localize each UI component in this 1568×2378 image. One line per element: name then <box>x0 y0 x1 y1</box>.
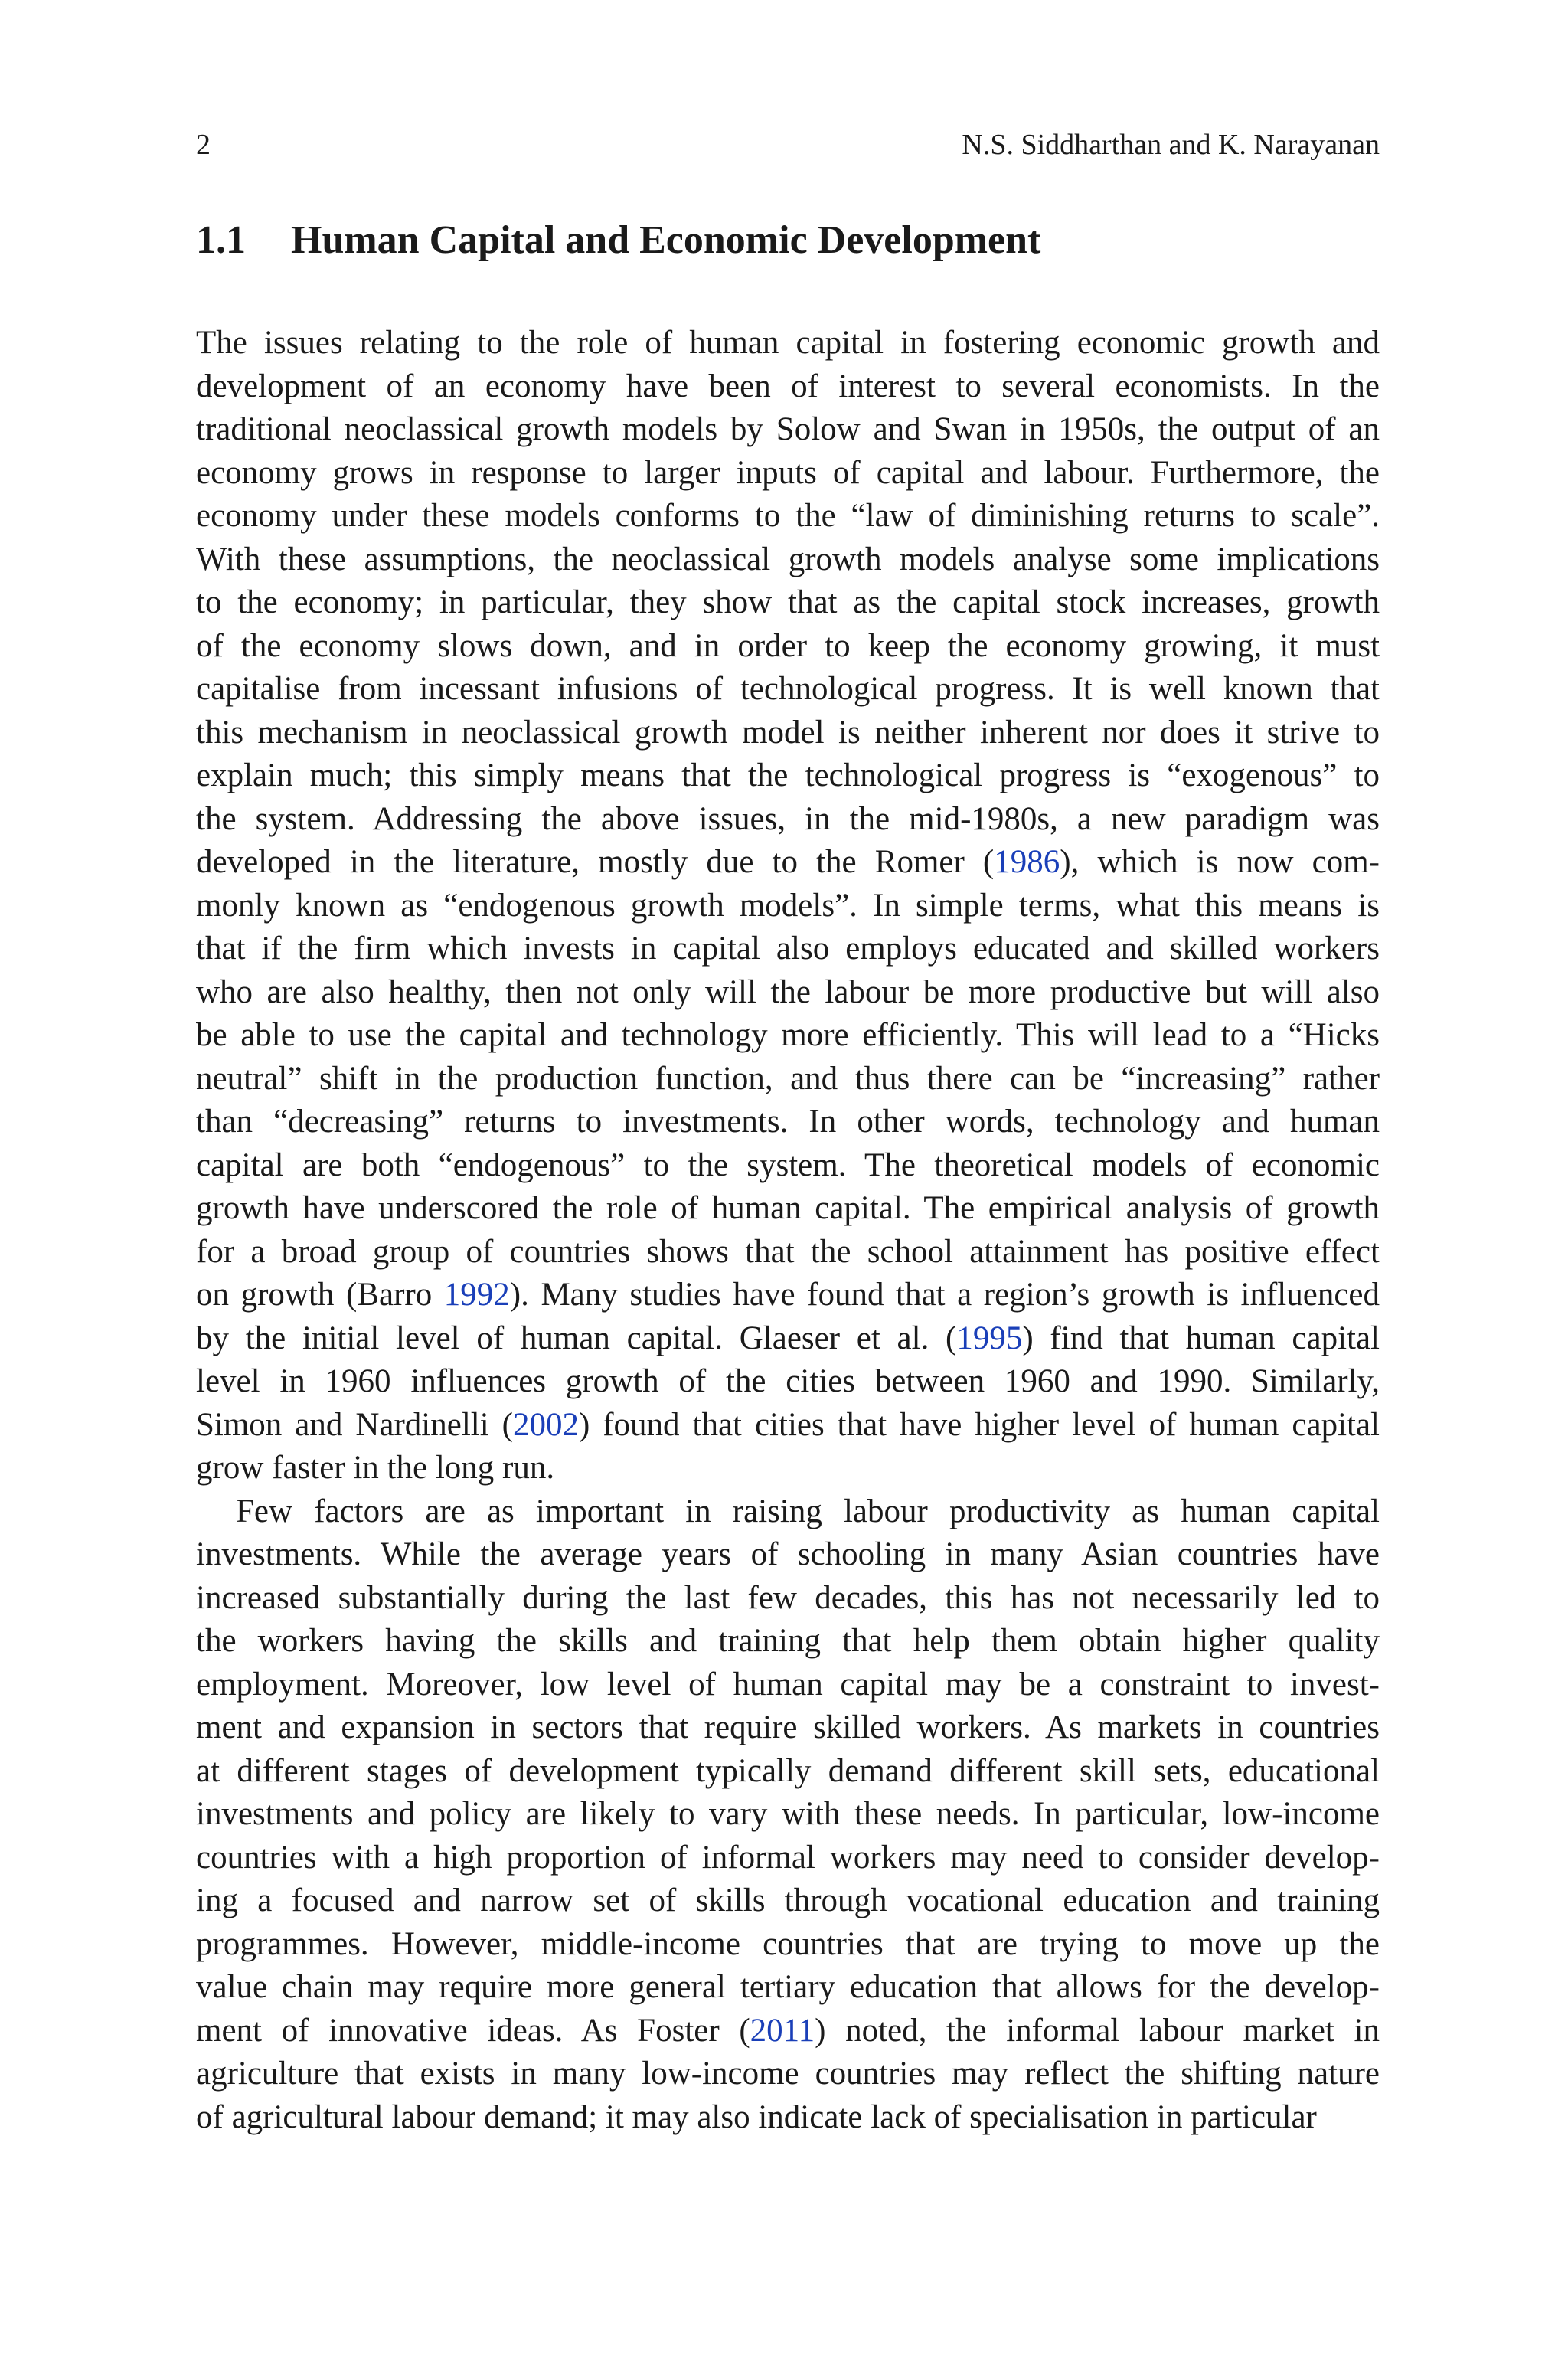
text-line: level in 1960 influences growth of the cities between 1960 and 1990. Similarly, <box>196 1363 1380 1399</box>
text-line: value chain may require more general tertiary education that allows for the develop- <box>196 1969 1380 2005</box>
text-line: the workers having the skills and training that help them obtain higher quality <box>196 1623 1380 1659</box>
text-line <box>196 1317 1380 1361</box>
text-line: that if the firm which invests in capital also employs educated and skilled workers <box>196 931 1380 967</box>
text-line: investments. While the average years of schooling in many Asian countries have <box>196 1536 1380 1572</box>
text-line: employment. Moreover, low level of human capital may be a constraint to invest- <box>196 1666 1380 1703</box>
citation-link[interactable]: 2011 <box>750 2012 815 2049</box>
text-segment: ) noted, the informal labour market in <box>815 2012 1380 2049</box>
text-segment: ) find that human capital <box>1022 1320 1380 1356</box>
text-line: the system. Addressing the above issues, in the mid-1980s, a new paradigm was <box>196 800 1380 837</box>
citation-link[interactable]: 1986 <box>994 844 1060 880</box>
section-number: 1.1 <box>196 218 246 262</box>
text-line <box>196 841 1380 885</box>
text-line: than “decreasing” returns to investments. In other words, technology and human <box>196 1104 1380 1140</box>
text-line: traditional neoclassical growth models by Solow and Swan in 1950s, the output of an <box>196 411 1380 447</box>
text-line: of agricultural labour demand; it may also indicate lack of specialisation in particular <box>196 2098 1317 2135</box>
text-line: neutral” shift in the production function, and thus there can be “increasing” rather <box>196 1060 1380 1097</box>
text-line: to the economy; in particular, they show that as the capital stock increases, growth <box>196 584 1380 620</box>
text-segment: ). Many studies have found that a region’s growth is influenced <box>509 1277 1380 1313</box>
text-line: Few factors are as important in raising labour productivity as human capital <box>236 1493 1380 1529</box>
running-head-authors: N.S. Siddharthan and K. Narayanan <box>962 129 1380 161</box>
citation-link[interactable]: 1995 <box>956 1320 1023 1356</box>
citation-link[interactable]: 2002 <box>512 1406 579 1443</box>
text-line <box>196 1274 1380 1317</box>
text-line: development of an economy have been of interest to several economists. In the <box>196 368 1380 404</box>
text-line: be able to use the capital and technology more efficiently. This will lead to a “Hicks <box>196 1017 1380 1053</box>
text-line: capital are both “endogenous” to the system. The theoretical models of economic <box>196 1146 1380 1183</box>
section-heading <box>196 216 1380 265</box>
text-segment: Simon and Nardinelli ( <box>196 1406 513 1443</box>
text-line: of the economy slows down, and in order to keep the economy growing, it must <box>196 627 1380 664</box>
citation-link[interactable]: 1992 <box>443 1277 510 1313</box>
text-line: growth have underscored the role of human capital. The empirical analysis of growth <box>196 1190 1380 1226</box>
text-line: countries with a high proportion of informal workers may need to consider develop- <box>196 1839 1380 1876</box>
text-line: grow faster in the long run. <box>196 1450 555 1486</box>
text-segment: on growth (Barro <box>196 1277 444 1313</box>
paragraph-1 <box>196 322 1380 1490</box>
body-text <box>196 322 1380 2139</box>
text-line: investments and policy are likely to vary with these needs. In particular, low-income <box>196 1796 1380 1832</box>
text-line: this mechanism in neoclassical growth model is neither inherent nor does it strive to <box>196 714 1380 751</box>
text-line: increased substantially during the last few decades, this has not necessarily led to <box>196 1579 1380 1616</box>
text-line <box>196 1404 1380 1447</box>
page-number: 2 <box>196 129 211 161</box>
text-line: With these assumptions, the neoclassical growth models analyse some implications <box>196 541 1380 577</box>
text-line: monly known as “endogenous growth models”. In simple terms, what this means is <box>196 887 1380 924</box>
text-line: capitalise from incessant infusions of technological progress. It is well known that <box>196 671 1380 707</box>
text-line: agriculture that exists in many low-income countries may reflect the shifting nature <box>196 2056 1380 2092</box>
text-line: programmes. However, middle-income countries that are trying to move up the <box>196 1925 1380 1962</box>
text-line: The issues relating to the role of human capital in fostering economic growth and <box>196 325 1380 361</box>
text-segment: by the initial level of human capital. Glaeser et al. ( <box>196 1320 957 1356</box>
text-line: explain much; this simply means that the technological progress is “exogenous” to <box>196 757 1380 793</box>
text-line: at different stages of development typically demand different skill sets, educational <box>196 1752 1380 1789</box>
section-title: Human Capital and Economic Development <box>291 218 1041 262</box>
text-segment: ) found that cities that have higher level of human capital <box>578 1406 1380 1443</box>
text-line: who are also healthy, then not only will the labour be more productive but will also <box>196 973 1380 1010</box>
paragraph-2 <box>196 1490 1380 2140</box>
text-line: ment and expansion in sectors that require skilled workers. As markets in countries <box>196 1709 1380 1745</box>
text-segment: ment of innovative ideas. As Foster ( <box>196 2012 750 2049</box>
text-line <box>196 2010 1380 2053</box>
text-line: ing a focused and narrow set of skills through vocational education and training <box>196 1882 1380 1918</box>
text-line: economy grows in response to larger inputs of capital and labour. Furthermore, the <box>196 454 1380 491</box>
text-line: for a broad group of countries shows that the school attainment has positive effect <box>196 1233 1380 1270</box>
running-head <box>196 126 1380 164</box>
text-line: economy under these models conforms to the “law of diminishing returns to scale”. <box>196 498 1380 534</box>
text-segment: ), which is now com- <box>1060 844 1380 880</box>
text-segment: developed in the literature, mostly due to the Romer ( <box>196 844 995 880</box>
